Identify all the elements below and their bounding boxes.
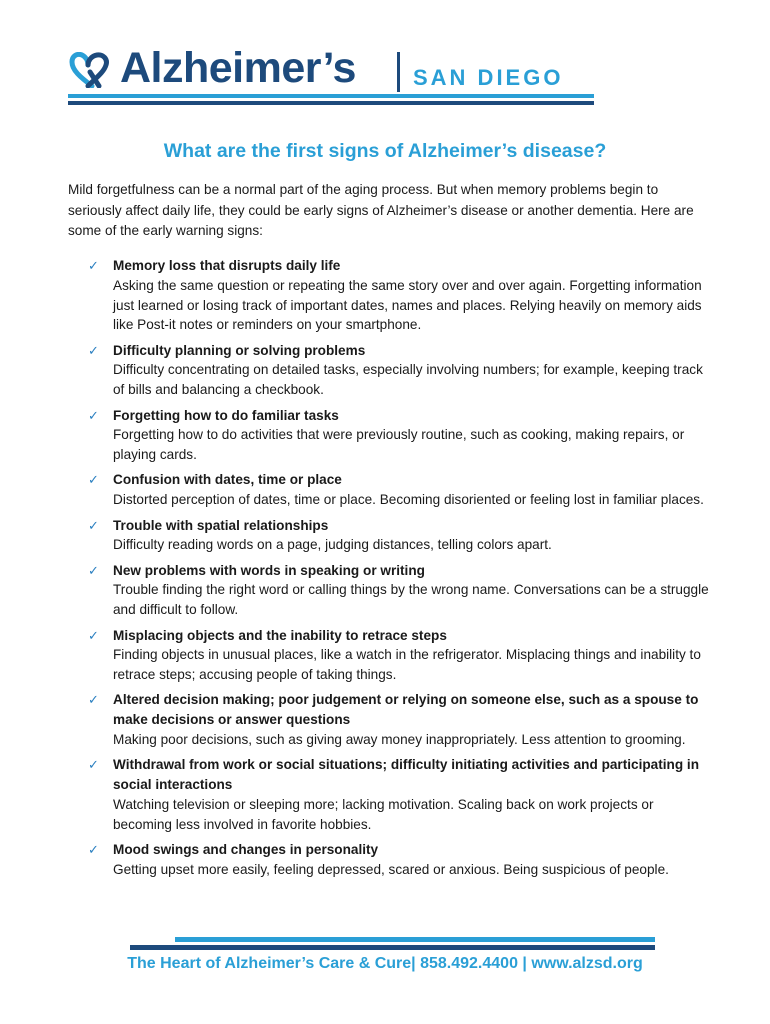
sign-title: Confusion with dates, time or place bbox=[113, 472, 342, 488]
list-item bbox=[68, 406, 713, 465]
check-icon: ✓ bbox=[88, 692, 99, 708]
sign-description: Making poor decisions, such as giving away money inappropriately. Less attention to grooming. bbox=[113, 732, 686, 748]
sign-description: Trouble finding the right word or calling things by the wrong name. Conversations can be a struggle and difficult to follow. bbox=[113, 582, 709, 618]
logo-underline-dark bbox=[68, 101, 594, 105]
check-icon: ✓ bbox=[88, 627, 99, 643]
sign-title: Difficulty planning or solving problems bbox=[113, 342, 366, 358]
check-icon: ✓ bbox=[88, 517, 99, 533]
sign-description: Difficulty concentrating on detailed tasks, especially involving numbers; for example, keeping track of bills and balancing a checkbook. bbox=[113, 362, 703, 398]
logo bbox=[68, 44, 598, 110]
sign-description: Difficulty reading words on a page, judging distances, telling colors apart. bbox=[113, 537, 552, 553]
list-item bbox=[68, 256, 713, 335]
list-item bbox=[68, 840, 713, 880]
list-item bbox=[68, 516, 713, 556]
sign-description: Distorted perception of dates, time or place. Becoming disoriented or feeling lost in familiar places. bbox=[113, 492, 704, 508]
sign-title: Trouble with spatial relationships bbox=[113, 517, 329, 533]
heart-ribbon-logo-icon bbox=[68, 52, 118, 88]
sign-title: Mood swings and changes in personality bbox=[113, 842, 379, 858]
check-icon: ✓ bbox=[88, 258, 99, 273]
footer-contact: The Heart of Alzheimer’s Care & Cure| 858.492.4400 | www.alzsd.org bbox=[127, 955, 643, 972]
sign-description: Watching television or sleeping more; lacking motivation. Scaling back on work projects or becoming less involved in favorite hobbies. bbox=[113, 796, 654, 832]
sign-title: Forgetting how to do familiar tasks bbox=[113, 407, 339, 423]
list-item bbox=[68, 561, 713, 620]
warning-signs-list bbox=[68, 256, 713, 885]
logo-subtitle: SAN DIEGO bbox=[413, 65, 564, 90]
list-item bbox=[68, 470, 713, 510]
list-item bbox=[68, 341, 713, 400]
list-item bbox=[68, 626, 713, 685]
sign-title: Misplacing objects and the inability to retrace steps bbox=[113, 627, 447, 643]
sign-title: Withdrawal from work or social situations; difficulty initiating activities and participating in social interactions bbox=[113, 757, 699, 793]
sign-description: Asking the same question or repeating the same story over and over again. Forgetting information just learned or losing track of important dates, names and places. Relying heavily on memory aids like Post-it notes or reminders on your smartphone. bbox=[113, 277, 702, 333]
list-item bbox=[68, 755, 713, 834]
sign-title: Memory loss that disrupts daily life bbox=[113, 258, 341, 273]
check-icon: ✓ bbox=[88, 342, 99, 358]
footer-rule-dark bbox=[130, 945, 655, 950]
check-icon: ✓ bbox=[88, 407, 99, 423]
list-item bbox=[68, 690, 713, 749]
sign-description: Getting upset more easily, feeling depressed, scared or anxious. Being suspicious of people. bbox=[113, 861, 669, 877]
logo-title: Alzheimer’s bbox=[120, 44, 356, 92]
sign-title: Altered decision making; poor judgement or relying on someone else, such as a spouse to make decisions or answer questions bbox=[113, 692, 699, 728]
check-icon: ✓ bbox=[88, 757, 99, 773]
logo-underline-light bbox=[68, 94, 594, 98]
check-icon: ✓ bbox=[88, 842, 99, 858]
logo-divider bbox=[397, 52, 400, 92]
page-title: What are the first signs of Alzheimer’s disease? bbox=[163, 140, 607, 162]
check-icon: ✓ bbox=[88, 472, 99, 488]
footer-rule-light bbox=[175, 937, 655, 942]
sign-description: Forgetting how to do activities that were previously routine, such as cooking, making repairs, or playing cards. bbox=[113, 427, 685, 463]
sign-title: New problems with words in speaking or writing bbox=[113, 562, 425, 578]
check-icon: ✓ bbox=[88, 562, 99, 578]
sign-description: Finding objects in unusual places, like a watch in the refrigerator. Misplacing things and inability to retrace steps; accusing people of taking things. bbox=[113, 647, 701, 683]
intro-paragraph: Mild forgetfulness can be a normal part of the aging process. But when memory problems begin to seriously affect daily life, they could be early signs of Alzheimer’s disease or another dementia. Here are some of the early warning signs: bbox=[68, 182, 694, 238]
